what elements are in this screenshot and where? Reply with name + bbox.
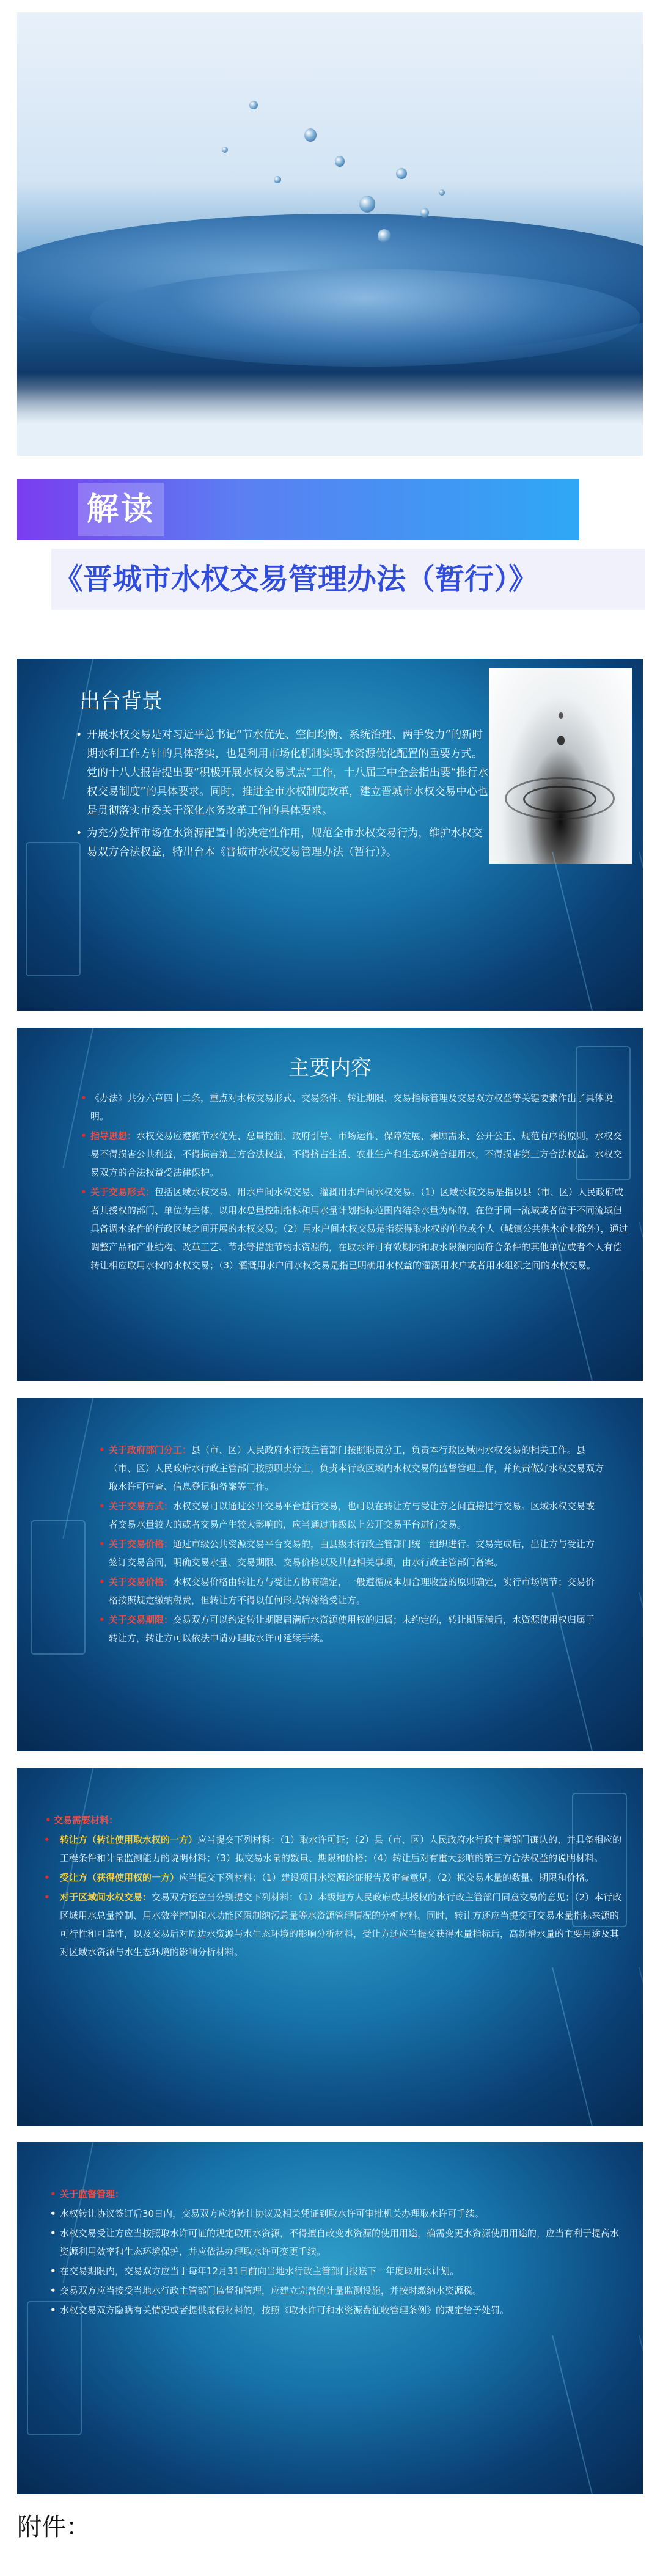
- list-item: • 水权交易双方隐瞒有关情况或者提供虚假材料的，按照《取水许可和水资源费征收管理条例》的规定给予处罚。: [50, 2305, 510, 2316]
- bullet-item: • 为充分发挥市场在水资源配置中的决定性作用，规范全市水权交易行为，维护水权交易双方合法权益，特出台本《晋城市水权交易管理办法（暂行）》。: [75, 824, 490, 862]
- list-item: • 关于交易价格：通过市级公共资源交易平台交易的，由县级水行政主管部门统一组织进行。交易完成后，出让方与受让方签订交易合同，明确交易水量、交易期限、交易价格以及其他相关事项，由水行政主管部门备案。: [99, 1539, 595, 1568]
- slide-content-2: [17, 1398, 643, 1751]
- content-list: [99, 1441, 604, 1648]
- list-item: • 指导思想：水权交易应遵循节水优先、总量控制、政府引导、市场运作、保障发展、兼顾需求、公开公正、规范有序的原则，水权交易不得损害公共利益，不得损害第三方合法权益，不得挤占生活、农业生产和生态环境合理用水，不得损害第三方合法权益。水权交易双方的合法权益受法律保护。: [81, 1130, 623, 1178]
- slide-supervision: [17, 2142, 643, 2494]
- section-tag-banner: [17, 479, 579, 540]
- water-drop-photo: [489, 668, 632, 864]
- content-list: [81, 1089, 628, 1276]
- section-tag: 解读: [78, 483, 164, 536]
- list-item: • 《办法》共分六章四十二条，重点对水权交易形式、交易条件、转让期限、交易指标管理及交易双方权益等关键要素作出了具体说明。: [81, 1092, 614, 1122]
- list-item: • 在交易期限内，交易双方应当于每年12月31日前向当地水行政主管部门报送下一年度取用水计划。: [50, 2266, 460, 2277]
- content-list: [44, 1811, 622, 1963]
- list-item: • 关于政府部门分工：县（市、区）人民政府水行政主管部门按照职责分工，负责本行政区域内水权交易的相关工作。县（市、区）人民政府水行政主管部门按照职责分工，负责本行政区域内水权交易的监督管理工作，并负责做好水权交易双方取水许可审查、信息登记和备案等工作。: [99, 1444, 604, 1492]
- list-item: • 水权转让协议签订后30日内，交易双方应将转让协议及相关凭证到取水许可审批机关办理取水许可手续。: [50, 2208, 485, 2219]
- list-item: • 关于交易形式：包括区域水权交易、用水户间水权交易、灌溉用水户间水权交易。（1）区域水权交易是指以县（市、区）人民政府或者其授权的部门、单位为主体，以用水总量控制指标和用水量计划指标范围内结余水量为标的，在位于同一流域或者位于不同流域但具备调水条件的行政区域之间开展的水权交易；（2）用水户间水权交易是指获得取水权的单位或个人（城镇公共供水企业除外），通过调整产品和产业结构、改革工艺、节水等措施节约水资源的，在取水许可有效期内和取水限额内向符合条件的其他单位或者个人有偿转让相应取用水权的水权交易；（3）灌溉用水户间水权交易是指已明确用水权益的灌溉用水户或者用水组织之间的水权交易。: [81, 1187, 628, 1271]
- list-item: • 转让方（转让使用取水权的一方）应当提交下列材料：（1）取水许可证；（2）县（市、区）人民政府水行政主管部门确认的、并具备相应的工程条件和计量监测能力的说明材料；（3）拟交易水量的数量、期限和价格；（4）转让后对有重大影响的第三方合法权益的说明材料。: [44, 1834, 622, 1864]
- slide-title: 出台背景: [79, 689, 163, 714]
- page-title: 《晋城市水权交易管理办法（暂行）》: [51, 549, 645, 610]
- attachment-label: 附件：: [17, 2513, 90, 2541]
- content-list: [50, 2185, 622, 2321]
- slide-title: 主要内容: [288, 1056, 372, 1080]
- section-heading: • 关于监督管理：: [50, 2189, 125, 2200]
- list-item: • 关于交易期限：交易双方可以约定转让期限届满后水资源使用权的归属；未约定的，转让期届满后，水资源使用权归属于转让方，转让方可以依法申请办理取水许可延续手续。: [99, 1614, 595, 1644]
- slide-background: [17, 659, 643, 1011]
- bullet-list: [75, 726, 490, 866]
- list-item: • 水权交易受让方应当按照取水许可证的规定取用水资源，不得擅自改变水资源的使用用途，确需变更水资源使用用途的，应当有利于提高水资源利用效率和生态环境保护，并应依法办理取水许可变更手续。: [50, 2228, 620, 2257]
- list-item: • 交易双方应当接受当地水行政主管部门监督和管理，应建立完善的计量监测设施，并按时缴纳水资源税。: [50, 2285, 482, 2296]
- list-item: • 受让方（获得使用权的一方）应当提交下列材料：（1）建设项目水资源论证报告及审查意见；（2）拟交易水量的数量、期限和价格。: [44, 1872, 595, 1883]
- section-heading: • 交易需要材料：: [45, 1815, 119, 1826]
- list-item: • 关于交易方式：水权交易可以通过公开交易平台进行交易，也可以在转让方与受让方之间直接进行交易。区域水权交易或者交易水量较大的或者交易产生较大影响的，应当通过市级以上公开交易平台进行交易。: [99, 1501, 595, 1530]
- hero-water-image: [17, 12, 643, 456]
- slide-main-content: [17, 1028, 643, 1381]
- list-item: • 关于交易价格：水权交易价格由转让方与受让方协商确定，一般遵循成本加合理收益的原则确定，实行市场调节；交易价格按照规定缴纳税费，但转让方不得以任何形式转嫁给受让方。: [99, 1576, 595, 1606]
- slide-materials: [17, 1768, 643, 2126]
- list-item: • 对于区域间水权交易：交易双方还应当分别提交下列材料：（1）本级地方人民政府或其授权的水行政主管部门同意交易的意见；（2）本行政区域用水总量控制、用水效率控制和水功能区限制纳污总量等水资源管理情况的分析材料。同时，转让方还应当提交可交易水量指标来源的可行性和可靠性，以及交易后对周边水资源与水生态环境的影响分析材料，受让方还应当提交获得水量指标后，高新增水量的主要用途及其对区域水资源与水生态环境的影响分析材料。: [44, 1892, 622, 1958]
- bullet-item: • 开展水权交易是对习近平总书记“节水优先、空间均衡、系统治理、两手发力”的新时期水利工作方针的具体落实，也是利用市场化机制实现水资源优化配置的重要方式。党的十八大报告提出要“积极开展水权交易试点”工作，十八届三中全会指出要“推行水权交易制度”的具体要求。同时，推进全市水权制度改革，建立晋城市水权交易中心也是贯彻落实市委关于深化水务改革工作的具体要求。: [75, 726, 490, 821]
